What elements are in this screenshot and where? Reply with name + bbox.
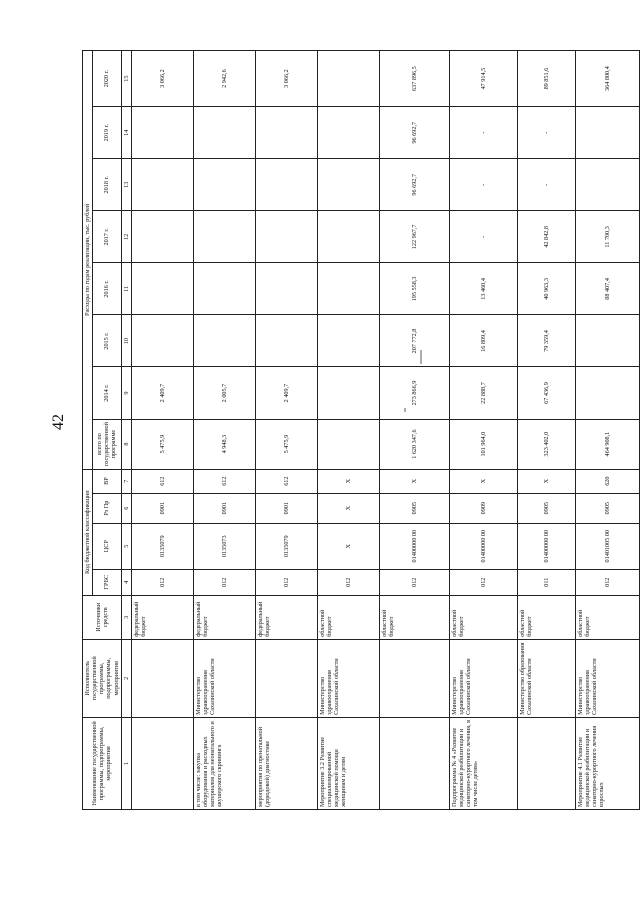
header-rzpr: Рз Пр bbox=[93, 493, 122, 523]
row-name: Мероприятие 4.1 Развитие медицинской реабилитации и санаторно-курортного лечения взрослых bbox=[575, 717, 639, 809]
row-rzpr: 0901 bbox=[131, 493, 193, 523]
row-vr: Х bbox=[317, 469, 379, 493]
header-executor: Исполнитель государственной программы, подпрограммы, мероприятия bbox=[83, 639, 122, 717]
row-source: областной бюджет bbox=[379, 595, 449, 639]
row-executor bbox=[379, 639, 449, 717]
row-year-value bbox=[193, 315, 255, 367]
row-year-value bbox=[317, 263, 379, 315]
column-number: 10 bbox=[121, 315, 131, 367]
row-rzpr: 0905 bbox=[575, 493, 639, 523]
row-rzpr: 0909 bbox=[449, 493, 517, 523]
row-csr: Х bbox=[317, 523, 379, 569]
row-vr: 612 bbox=[255, 469, 317, 493]
row-year-value: 364 800,4 bbox=[575, 51, 639, 107]
row-total: 5 475,9 bbox=[131, 419, 193, 469]
row-total: 5 475,9 bbox=[255, 419, 317, 469]
column-number: 12 bbox=[121, 211, 131, 263]
row-year-value: 122 967,7 bbox=[379, 211, 449, 263]
row-source: областной бюджет bbox=[517, 595, 575, 639]
header-year: 2014 г. bbox=[93, 367, 122, 419]
row-grbs: 011 bbox=[517, 569, 575, 595]
row-total: 323 402,0 bbox=[517, 419, 575, 469]
row-year-value bbox=[255, 263, 317, 315]
row-total: 4 948,3 bbox=[193, 419, 255, 469]
row-year-value: - bbox=[449, 211, 517, 263]
row-year-value: 2 409,7 bbox=[255, 367, 317, 419]
header-year: 2020 г. bbox=[93, 51, 122, 107]
row-year-value: 88 407,4 bbox=[575, 263, 639, 315]
row-year-value bbox=[131, 107, 193, 159]
row-year-value bbox=[193, 263, 255, 315]
row-year-value: 3 066,2 bbox=[131, 51, 193, 107]
budget-table-container bbox=[82, 50, 630, 810]
row-source: федеральный бюджет bbox=[193, 595, 255, 639]
header-row-1 bbox=[83, 51, 93, 810]
row-name bbox=[379, 717, 449, 809]
row-name: Мероприятие 3.2 Развитие специализированной медицинской помощи женщинам и детям bbox=[317, 717, 379, 809]
row-source: областной бюджет bbox=[575, 595, 639, 639]
row-year-value bbox=[255, 159, 317, 211]
column-number: 9 bbox=[121, 367, 131, 419]
row-year-value: 2 942,6 bbox=[193, 51, 255, 107]
header-year: 2015 г. bbox=[93, 315, 122, 367]
row-year-value bbox=[255, 315, 317, 367]
row-year-value: 89 851,6 bbox=[517, 51, 575, 107]
row-grbs: 012 bbox=[255, 569, 317, 595]
row-executor bbox=[131, 639, 193, 717]
table-row bbox=[131, 51, 193, 810]
row-year-value bbox=[317, 211, 379, 263]
scan-mark bbox=[420, 350, 422, 364]
column-number: 6 bbox=[121, 493, 131, 523]
row-year-value bbox=[131, 315, 193, 367]
row-name: Подпрограмма № 4 «Развитие медицинской реабилитации и санаторно-курортного лечения, в том числе детям» bbox=[449, 717, 517, 809]
row-csr: 0135079 bbox=[131, 523, 193, 569]
column-number: 1 bbox=[121, 717, 131, 809]
row-rzpr: Х bbox=[317, 493, 379, 523]
row-executor bbox=[255, 639, 317, 717]
row-vr: 620 bbox=[575, 469, 639, 493]
row-year-value: 79 359,4 bbox=[517, 315, 575, 367]
row-year-value bbox=[575, 315, 639, 367]
row-year-value: 47 914,5 bbox=[449, 51, 517, 107]
row-year-value bbox=[193, 159, 255, 211]
row-year-value bbox=[255, 211, 317, 263]
column-number: 4 bbox=[121, 569, 131, 595]
row-grbs: 012 bbox=[449, 569, 517, 595]
row-year-value: 11 700,3 bbox=[575, 211, 639, 263]
table-row bbox=[193, 51, 255, 810]
row-executor: Министерство здравоохранения Сахалинской области bbox=[317, 639, 379, 717]
row-csr: 0135079 bbox=[255, 523, 317, 569]
row-year-value: 40 963,3 bbox=[517, 263, 575, 315]
column-number: 14 bbox=[121, 107, 131, 159]
column-number: 13 bbox=[121, 159, 131, 211]
row-year-value: 637 896,5 bbox=[379, 51, 449, 107]
table-row bbox=[517, 51, 575, 810]
row-year-value bbox=[131, 159, 193, 211]
row-year-value bbox=[317, 51, 379, 107]
row-rzpr: 0901 bbox=[193, 493, 255, 523]
header-expenses: Расходы по годам реализации, тыс. рублей bbox=[83, 51, 93, 470]
column-number: 5 bbox=[121, 523, 131, 569]
row-name: мероприятия по пренатальной (дородовой) диагностике bbox=[255, 717, 317, 809]
row-year-value bbox=[193, 107, 255, 159]
column-number-row bbox=[121, 51, 131, 810]
row-rzpr: 0905 bbox=[379, 493, 449, 523]
row-total: 1 620 347,6 bbox=[379, 419, 449, 469]
row-year-value: 195 558,3 bbox=[379, 263, 449, 315]
header-grbs: ГРБС bbox=[93, 569, 122, 595]
table-row bbox=[449, 51, 517, 810]
row-year-value bbox=[575, 107, 639, 159]
header-source: Источники средств bbox=[83, 595, 122, 639]
row-vr: Х bbox=[449, 469, 517, 493]
table-row bbox=[317, 51, 379, 810]
row-vr: 612 bbox=[193, 469, 255, 493]
row-csr: 0135073 bbox=[193, 523, 255, 569]
row-year-value: 207 772,8 bbox=[379, 315, 449, 367]
row-year-value: - bbox=[517, 159, 575, 211]
row-year-value: 2 409,7 bbox=[131, 367, 193, 419]
table-row bbox=[575, 51, 639, 810]
header-total: всего по государственной программе bbox=[93, 419, 122, 469]
row-year-value: 13 460,4 bbox=[449, 263, 517, 315]
header-year: 2019 г. bbox=[93, 107, 122, 159]
row-year-value bbox=[131, 211, 193, 263]
header-year: 2016 г. bbox=[93, 263, 122, 315]
header-budget-class: Код бюджетной классификации bbox=[83, 469, 93, 595]
row-grbs: 012 bbox=[379, 569, 449, 595]
row-year-value: 22 888,7 bbox=[449, 367, 517, 419]
row-year-value: - bbox=[449, 107, 517, 159]
row-year-value: - bbox=[449, 159, 517, 211]
row-year-value bbox=[575, 159, 639, 211]
scan-mark bbox=[404, 408, 406, 412]
row-executor: Министерство образования Сахалинской области bbox=[517, 639, 575, 717]
row-vr: Х bbox=[517, 469, 575, 493]
row-total: 464 908,1 bbox=[575, 419, 639, 469]
header-year: 2018 г. bbox=[93, 159, 122, 211]
row-year-value: 67 436,9 bbox=[517, 367, 575, 419]
row-source: федеральный бюджет bbox=[131, 595, 193, 639]
row-year-value bbox=[131, 263, 193, 315]
row-year-value: 96 692,7 bbox=[379, 159, 449, 211]
row-year-value bbox=[317, 107, 379, 159]
page-number: 42 bbox=[50, 414, 67, 430]
row-vr: 612 bbox=[131, 469, 193, 493]
row-year-value bbox=[575, 367, 639, 419]
row-csr: 01400000 00 bbox=[517, 523, 575, 569]
row-total: 101 964,0 bbox=[449, 419, 517, 469]
row-executor: Министерство здравоохранения Сахалинской области bbox=[449, 639, 517, 717]
row-grbs: 012 bbox=[575, 569, 639, 595]
row-year-value bbox=[317, 367, 379, 419]
row-csr: 01400000 00 bbox=[449, 523, 517, 569]
row-grbs: 012 bbox=[131, 569, 193, 595]
header-csr: ЦСР bbox=[93, 523, 122, 569]
row-year-value: 96 692,7 bbox=[379, 107, 449, 159]
column-number: 11 bbox=[121, 263, 131, 315]
row-csr: 01401005 00 bbox=[575, 523, 639, 569]
row-rzpr: 0905 bbox=[517, 493, 575, 523]
row-year-value: - bbox=[517, 107, 575, 159]
header-name: Наименование государственной программы, подпрограммы, мероприятия bbox=[83, 717, 122, 809]
row-year-value: 16 809,4 bbox=[449, 315, 517, 367]
row-year-value: 273 866,9 bbox=[379, 367, 449, 419]
row-name: в том числе: закупка оборудования и расходных материалов для неонатального и акушерского скрининга bbox=[193, 717, 255, 809]
row-year-value bbox=[255, 107, 317, 159]
row-executor: Министерство здравоохранения Сахалинской области bbox=[575, 639, 639, 717]
row-total bbox=[317, 419, 379, 469]
row-source: областной бюджет bbox=[317, 595, 379, 639]
header-vr: ВР bbox=[93, 469, 122, 493]
column-number: 3 bbox=[121, 595, 131, 639]
row-executor: Министерство здравоохранения Сахалинской области bbox=[193, 639, 255, 717]
row-grbs: 012 bbox=[193, 569, 255, 595]
row-year-value: 2 005,7 bbox=[193, 367, 255, 419]
row-vr: Х bbox=[379, 469, 449, 493]
row-rzpr: 0901 bbox=[255, 493, 317, 523]
row-year-value: 3 066,2 bbox=[255, 51, 317, 107]
table-row bbox=[379, 51, 449, 810]
row-source: областной бюджет bbox=[449, 595, 517, 639]
column-number: 2 bbox=[121, 639, 131, 717]
row-source: федеральный бюджет bbox=[255, 595, 317, 639]
column-number: 8 bbox=[121, 419, 131, 469]
row-year-value bbox=[317, 315, 379, 367]
row-year-value bbox=[193, 211, 255, 263]
row-year-value: 42 842,8 bbox=[517, 211, 575, 263]
column-number: 15 bbox=[121, 51, 131, 107]
column-number: 7 bbox=[121, 469, 131, 493]
row-name bbox=[131, 717, 193, 809]
budget-table bbox=[82, 50, 640, 810]
row-year-value bbox=[317, 159, 379, 211]
row-name bbox=[517, 717, 575, 809]
row-csr: 01400000 00 bbox=[379, 523, 449, 569]
table-row bbox=[255, 51, 317, 810]
header-year: 2017 г. bbox=[93, 211, 122, 263]
row-grbs: 012 bbox=[317, 569, 379, 595]
